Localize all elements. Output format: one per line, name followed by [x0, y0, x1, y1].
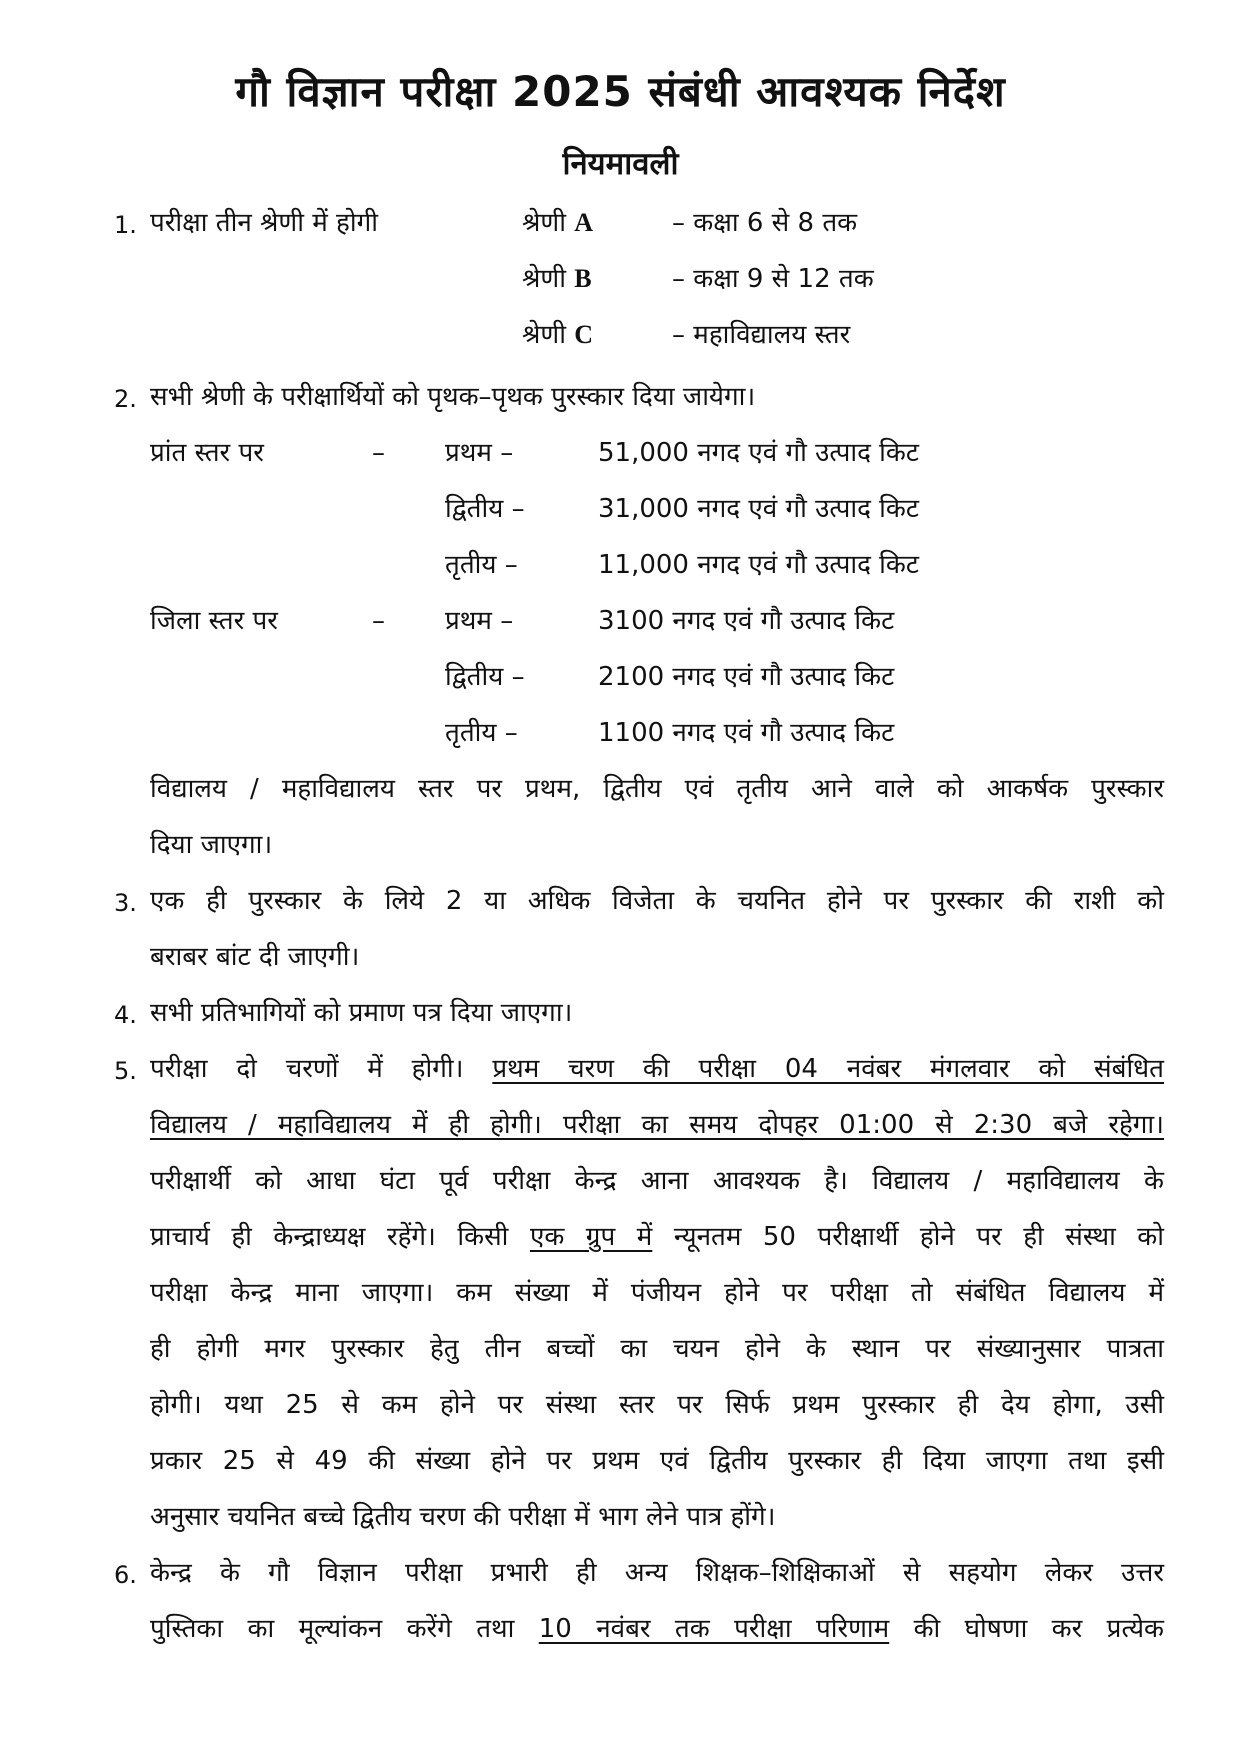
category-a-label: श्रेणी A: [522, 208, 593, 238]
rule-3-number: 3.: [114, 889, 137, 917]
rule-5-line-8: प्रकार 25 से 49 की संख्या होने पर प्रथम एवं द्वितीय पुरस्कार ही दिया जाएगा तथा इसी: [150, 1446, 1164, 1476]
rule-1-text: परीक्षा तीन श्रेणी में होगी: [150, 208, 378, 238]
rule-4-number: 4.: [114, 1001, 137, 1029]
state-prize-1-rank: प्रथम –: [445, 438, 514, 468]
category-b-desc: – कक्षा 9 से 12 तक: [672, 264, 874, 294]
state-prize-2-rank: द्वितीय –: [445, 494, 525, 524]
page-title: गौ विज्ञान परीक्षा 2025 संबंधी आवश्यक निर्देश: [235, 67, 1006, 116]
school-prize-note-line-1: विद्यालय / महाविद्यालय स्तर पर प्रथम, द्वितीय एवं तृतीय आने वाले को आकर्षक पुरस्कार: [150, 774, 1164, 804]
rule-5-first-phase-underlined: प्रथम चरण की परीक्षा 04 नवंबर मंगलवार को संबंधित: [492, 1054, 1164, 1084]
rule-5-line-6: ही होगी मगर पुरस्कार हेतु तीन बच्चों का चयन होने के स्थान पर संख्यानुसार पात्रता: [150, 1334, 1164, 1364]
rule-5-line-9: अनुसार चयनित बच्चे द्वितीय चरण की परीक्षा में भाग लेने पात्र होंगे।: [150, 1502, 776, 1532]
rule-5-one-group-underlined: एक ग्रुप में: [529, 1222, 653, 1252]
rule-5-line-3: परीक्षार्थी को आधा घंटा पूर्व परीक्षा केन्द्र आना आवश्यक है। विद्यालय / महाविद्यालय के: [150, 1166, 1164, 1196]
category-b-code: B: [574, 264, 592, 293]
district-prize-2-amount: 2100 नगद एवं गौ उत्पाद किट: [598, 662, 895, 692]
state-prize-3-amount: 11,000 नगद एवं गौ उत्पाद किट: [598, 550, 919, 580]
category-a-code: A: [574, 208, 593, 237]
rule-6-number: 6.: [114, 1561, 137, 1589]
rule-6-line-2: पुस्तिका का मूल्यांकन करेंगे तथा 10 नवंबर तक परीक्षा परिणाम की घोषणा कर प्रत्येक: [150, 1614, 1165, 1644]
rule-2-number: 2.: [114, 385, 137, 413]
category-c-code: C: [574, 320, 593, 349]
state-prize-2-amount: 31,000 नगद एवं गौ उत्पाद किट: [598, 494, 919, 524]
category-c-desc: – महाविद्यालय स्तर: [672, 320, 851, 350]
district-level-label: जिला स्तर पर: [150, 606, 278, 636]
category-b-label: श्रेणी B: [522, 264, 592, 294]
category-c-label: श्रेणी C: [522, 320, 593, 350]
district-prize-3-rank: तृतीय –: [445, 718, 518, 748]
rule-3-line-1: एक ही पुरस्कार के लिये 2 या अधिक विजेता के चयनित होने पर पुरस्कार की राशी को: [150, 886, 1164, 916]
rule-4-text: सभी प्रतिभागियों को प्रमाण पत्र दिया जाएगा।: [150, 998, 573, 1028]
rule-5-line-4: प्राचार्य ही केन्द्राध्यक्ष रहेंगे। किसी एक ग्रुप में न्यूनतम 50 परीक्षार्थी होने पर ही संस्था को: [150, 1222, 1165, 1252]
rule-2-text: सभी श्रेणी के परीक्षार्थियों को पृथक–पृथक पुरस्कार दिया जायेगा।: [150, 382, 756, 412]
state-level-label: प्रांत स्तर पर: [150, 438, 264, 468]
page-subtitle: नियमावली: [562, 146, 679, 182]
state-prize-3-rank: तृतीय –: [445, 550, 518, 580]
district-level-dash: –: [372, 606, 385, 636]
state-level-dash: –: [372, 438, 385, 468]
rule-5-number: 5.: [114, 1057, 137, 1085]
rule-5-line-5: परीक्षा केन्द्र माना जाएगा। कम संख्या में पंजीयन होने पर परीक्षा तो संबंधित विद्यालय में: [150, 1278, 1164, 1308]
state-prize-1-amount: 51,000 नगद एवं गौ उत्पाद किट: [598, 438, 919, 468]
district-prize-1-rank: प्रथम –: [445, 606, 514, 636]
district-prize-3-amount: 1100 नगद एवं गौ उत्पाद किट: [598, 718, 895, 748]
district-prize-2-rank: द्वितीय –: [445, 662, 525, 692]
rule-6-line-1: केन्द्र के गौ विज्ञान परीक्षा प्रभारी ही अन्य शिक्षक–शिक्षिकाओं से सहयोग लेकर उत्तर: [150, 1558, 1164, 1588]
rule-3-line-2: बराबर बांट दी जाएगी।: [150, 942, 360, 972]
rule-5-line-1: परीक्षा दो चरणों में होगी। प्रथम चरण की परीक्षा 04 नवंबर मंगलवार को संबंधित: [150, 1054, 1164, 1084]
rule-5-line-7: होगी। यथा 25 से कम होने पर संस्था स्तर पर सिर्फ प्रथम पुरस्कार ही देय होगा, उसी: [150, 1390, 1164, 1420]
district-prize-1-amount: 3100 नगद एवं गौ उत्पाद किट: [598, 606, 895, 636]
rule-1-number: 1.: [114, 211, 137, 239]
rule-6-result-date-underlined: 10 नवंबर तक परीक्षा परिणाम: [538, 1614, 890, 1644]
school-prize-note-line-2: दिया जाएगा।: [150, 830, 273, 860]
rule-5-line-2: विद्यालय / महाविद्यालय में ही होगी। परीक्षा का समय दोपहर 01:00 से 2:30 बजे रहेगा।: [150, 1110, 1164, 1140]
category-a-desc: – कक्षा 6 से 8 तक: [672, 208, 858, 238]
